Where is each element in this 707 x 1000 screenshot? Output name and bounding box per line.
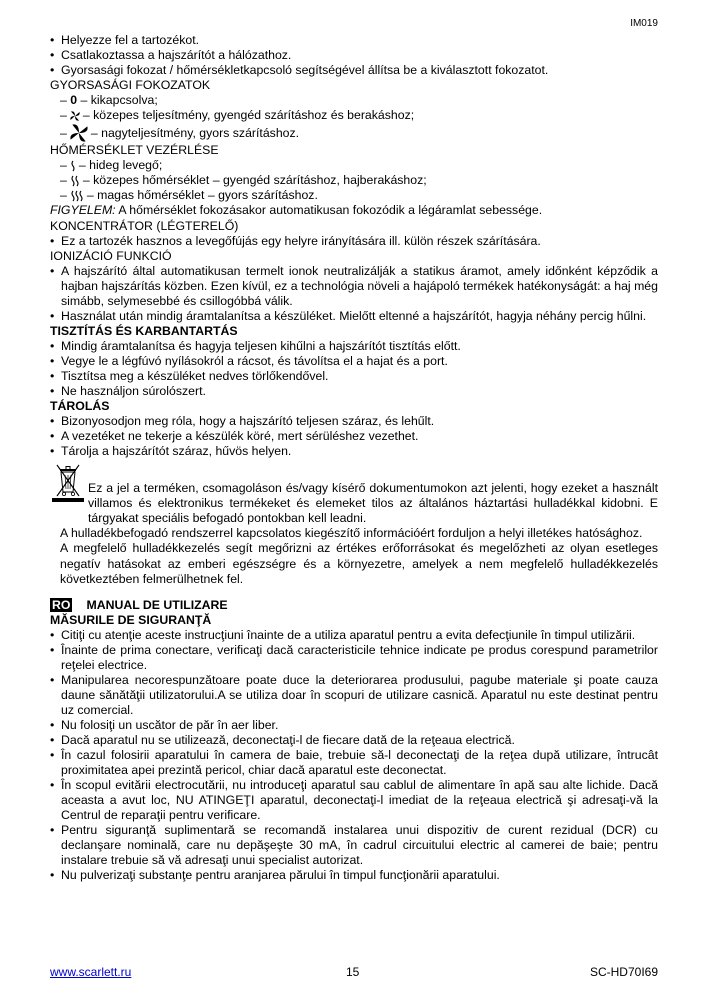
concentrator-heading: KONCENTRÁTOR (LÉGTERELŐ): [50, 218, 239, 233]
list-item: • Tárolja a hajszárítót száraz, hűvös helyen.: [50, 444, 658, 459]
document-body: [50, 33, 658, 883]
weee-text: Ez a jel a terméken, csomagoláson és/vagy kísérő dokumentumokon azt jelenti, hogy ezeket a használt villamos és elektronikus termékeket és elemeket tilos az általános háztartási hulladékkal kidobni. E tárgyakat speciális befogadó pontokban kell leadni.: [88, 481, 658, 526]
document-code: IM019: [630, 18, 658, 29]
heat-high-icon: [69, 190, 85, 202]
weee-block: [50, 461, 658, 526]
fan-low-icon: [69, 110, 81, 122]
list-item: • A vezetéket ne tekerje a készülék köré, mert sérüléshez vezethet.: [50, 429, 658, 444]
list-item: • Citiţi cu atenţie aceste instrucţiuni înainte de a utiliza aparatul pentru a evita defecţiunile în timpul utilizării.: [50, 628, 658, 643]
temperature-setting-3: – – magas hőmérséklet – gyors szárításhoz.: [60, 188, 318, 203]
list-item: • Mindig áramtalanítsa és hagyja teljesen kihűlni a hajszárítót tisztítás előtt.: [50, 339, 658, 354]
page-number: 15: [346, 965, 360, 979]
list-item: • Ne használjon súrolószert.: [50, 384, 658, 399]
ionization-heading: IONIZÁCIÓ FUNKCIÓ: [50, 248, 172, 263]
list-item: • Dacă aparatul nu se utilizează, deconectaţi-l de fiecare dată de la reţeaua electrică.: [50, 733, 658, 748]
safety-heading: MĂSURILE DE SIGURANŢĂ: [50, 612, 212, 627]
weee-paragraph: A hulladékbefogadó rendszerrel kapcsolatos kiegészítő információért forduljon a helyi illetékes hatósághoz.: [60, 526, 643, 541]
speed-setting-1: – – közepes teljesítmény, gyengéd szárításhoz és berakáshoz;: [60, 108, 415, 123]
website-link[interactable]: www.scarlett.ru: [50, 965, 132, 979]
temperature-setting-2: – – közepes hőmérséklet – gyengéd szárításhoz, hajberakáshoz;: [60, 173, 427, 188]
list-item: • Pentru siguranţă suplimentară se recomandă instalarea unui dispozitiv de curent rezidual (DCR) cu declanşare nominală, care nu depăşeşte 30 mA, în cadrul circuitului electric al camerei de baie; pentru instalare trebuie să vă adresaţi unui specialist autorizat.: [50, 823, 658, 868]
list-item: • Manipularea necorespunzătoare poate duce la deteriorarea produsului, pagube materiale şi poate cauza daune sănătăţii utilizatorului.A se utiliza doar în scopuri de utilizare casnică. Aparatul nu este destinat pentru uz comercial.: [50, 673, 658, 718]
fan-high-icon: [69, 123, 89, 143]
speed-setting-2: – – nagyteljesítmény, gyors szárításhoz.: [50, 123, 658, 143]
temperature-heading: HŐMÉRSÉKLET VEZÉRLÉSE: [50, 143, 219, 158]
list-item: • A hajszárító által automatikusan termelt ionok neutralizálják a statikus áramot, amely időnként képződik a hajban hajszárítás közben. Ezen kívül, ez a technológia növeli a hajápoló termékek hatékonyságát: a haj még simább, selymesebbé és csillogóbbá válik.: [50, 264, 658, 309]
list-item: • Vegye le a légfúvó nyílásokról a rácsot, és távolítsa el a hajat és a port.: [50, 354, 658, 369]
heat-low-icon: [69, 160, 77, 172]
heat-medium-icon: [69, 175, 81, 187]
temperature-setting-1: – – hideg levegő;: [60, 158, 163, 173]
list-item: • Bizonyosodjon meg róla, hogy a hajszárító teljesen száraz, és lehűlt.: [50, 414, 658, 429]
list-item: • Ez a tartozék hasznos a levegőfújás egy helyre irányítására ill. külön részek szárítására.: [50, 234, 658, 249]
warning-note: FIGYELEM: A hőmérséklet fokozásakor automatikusan fokozódik a légáramlat sebessége.: [50, 203, 543, 218]
model-number: SC-HD70I69: [589, 965, 658, 979]
manual-title: MANUAL DE UTILIZARE: [86, 597, 228, 612]
list-item: • Înainte de prima conectare, verificaţi dacă caracteristicile tehnice indicate pe produs corespund parametrilor reţelei electrice.: [50, 643, 658, 673]
list-item: • În cazul folosirii aparatului în camera de baie, trebuie să-l deconectaţi de la reţea după utilizare, întrucât proximitatea apei prezintă pericol, chiar dacă aparatul este deconectat.: [50, 748, 658, 778]
weee-paragraph: A megfelelő hulladékkezelés segít megőrizni az értékes erőforrásokat és megelőzheti az olyan esetleges negatív hatásokat az emberi egészségre és a környezetre, amelyek a nem megfelelő hulladékkezelés következtében felmerülhetnek fel.: [60, 541, 658, 586]
speed-setting-0: – 0 – kikapcsolva;: [60, 93, 158, 108]
list-item: • Nu pulverizaţi substanţe pentru aranjarea părului în timpul funcţionării aparatului.: [50, 868, 658, 883]
list-item: • Helyezze fel a tartozékot.: [50, 33, 658, 48]
language-badge: RO: [52, 598, 71, 613]
romanian-section-header: [50, 598, 658, 613]
list-item: • Csatlakoztassa a hajszárítót a hálózathoz.: [50, 48, 658, 63]
list-item: • Tisztítsa meg a készüléket nedves törlőkendővel.: [50, 369, 658, 384]
storage-heading: TÁROLÁS: [50, 399, 110, 414]
speed-heading: GYORSASÁGI FOKOZATOK: [50, 78, 211, 93]
list-item: • În scopul evitării electrocutării, nu introduceţi aparatul sau cablul de alimentare în apă sau alte lichide. Dacă aceasta a avut loc, NU ATINGEŢI aparatul, deconectaţi-l imediat de la reţeaua electrică şi adresaţi-vă la Centrul de reparaţii pentru verificare.: [50, 778, 658, 823]
document-page: [50, 0, 658, 1000]
list-item: • Használat után mindig áramtalanítsa a készüléket. Mielőtt eltenné a hajszárítót, hagyja néhány percig hűlni.: [50, 309, 658, 324]
list-item: • Nu folosiţi un uscător de păr în aer liber.: [50, 718, 658, 733]
crossed-bin-icon: [50, 461, 86, 503]
list-item: • Gyorsasági fokozat / hőmérsékletkapcsoló segítségével állítsa be a kiválasztott fokozatot.: [50, 63, 658, 78]
cleaning-heading: TISZTÍTÁS ÉS KARBANTARTÁS: [50, 323, 238, 338]
